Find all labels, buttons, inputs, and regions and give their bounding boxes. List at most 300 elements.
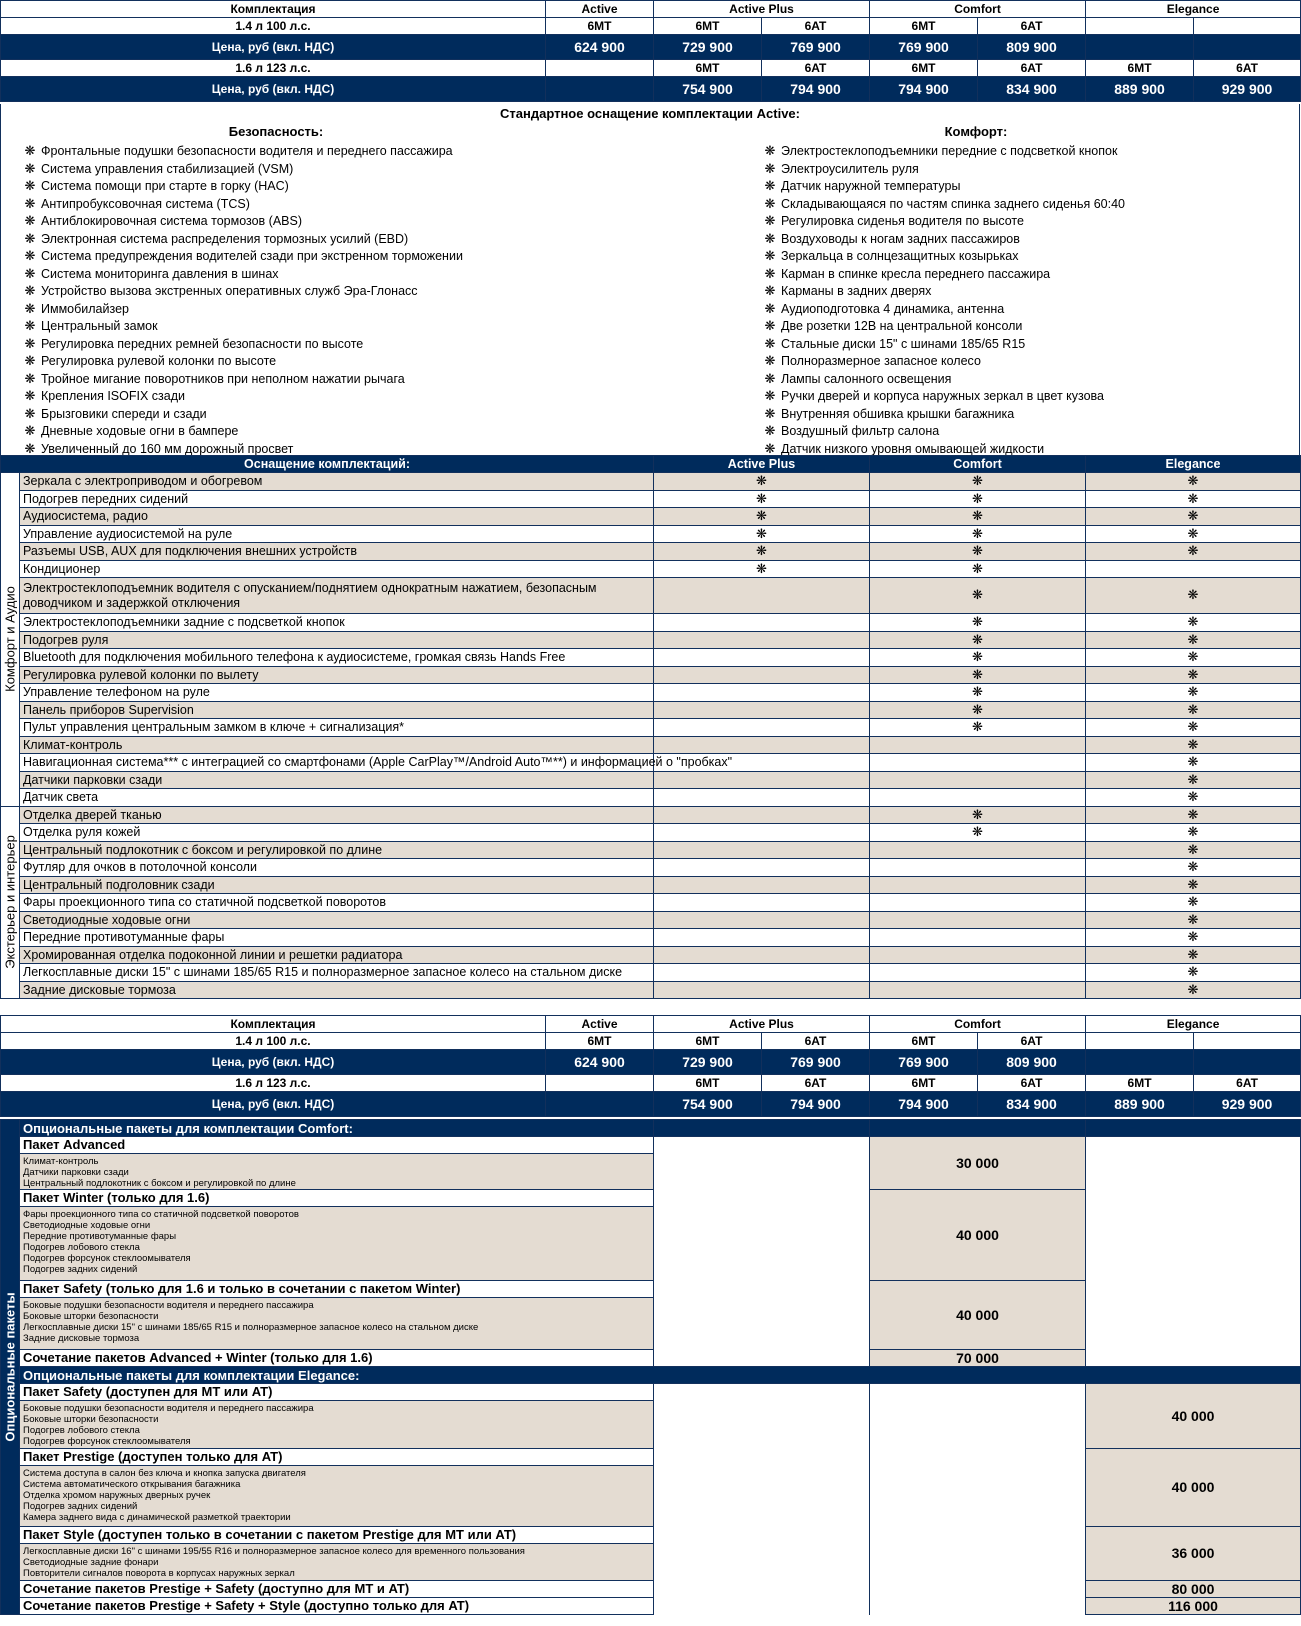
feature-mark — [654, 578, 870, 614]
price-cell: 729 900 — [654, 35, 762, 60]
included-star-icon: ❋ — [1187, 859, 1199, 875]
bullet-star-icon: ❋ — [24, 300, 36, 316]
price-cell: 624 900 — [546, 35, 654, 60]
included-star-icon: ❋ — [1187, 701, 1199, 717]
bullet-star-icon: ❋ — [24, 230, 36, 246]
feature-mark — [654, 824, 870, 842]
included-star-icon: ❋ — [972, 806, 983, 822]
feature-mark — [870, 911, 1086, 929]
gearbox-cell: 6MT — [654, 1033, 762, 1050]
bullet-star-icon: ❋ — [764, 213, 776, 228]
trim-header-label: Комплектация — [1, 1, 546, 18]
bullet-star-icon: ❋ — [764, 195, 776, 211]
included-star-icon: ❋ — [972, 614, 983, 630]
feature-mark — [654, 666, 870, 684]
price-cell: 794 900 — [870, 1092, 978, 1117]
feature-mark — [1086, 473, 1301, 491]
bullet-star-icon: ❋ — [764, 440, 776, 456]
package-items: Климат-контроль Датчики парковки сзади Центральный подлокотник с боксом и регулировкой по длине — [20, 1154, 654, 1190]
package-name: Пакет Safety (только для 1.6 и только в сочетании с пакетом Winter) — [20, 1281, 654, 1298]
feature-mark — [654, 684, 870, 702]
feature-mark — [870, 859, 1086, 877]
feature-name: Футляр для очков в потолочной консоли — [20, 859, 654, 877]
gearbox-cell: 6MT — [870, 1075, 978, 1092]
bullet-star-icon: ❋ — [764, 423, 776, 438]
price-cell: 889 900 — [1086, 1092, 1194, 1117]
bullet-star-icon: ❋ — [764, 283, 776, 298]
included-star-icon: ❋ — [972, 473, 983, 489]
feature-mark — [870, 666, 1086, 684]
price-cell: 754 900 — [654, 1092, 762, 1117]
feature-mark — [870, 560, 1086, 578]
included-star-icon: ❋ — [1187, 841, 1199, 857]
feature-mark — [654, 771, 870, 789]
gearbox-cell: 6AT — [978, 60, 1086, 77]
price-header-bottom — [0, 1015, 1300, 1117]
combo-price: 80 000 — [1086, 1581, 1301, 1598]
included-star-icon: ❋ — [1187, 684, 1199, 700]
price-cell: 769 900 — [870, 1050, 978, 1075]
engine-14-label: 1.4 л 100 л.с. — [1, 18, 546, 35]
gearbox-cell: 6AT — [978, 1033, 1086, 1050]
included-star-icon: ❋ — [1187, 631, 1199, 647]
gearbox-cell: 6AT — [1194, 60, 1301, 77]
bullet-star-icon: ❋ — [764, 248, 776, 263]
included-star-icon: ❋ — [1187, 911, 1199, 927]
list-item: ❋ Воздушный фильтр салона — [759, 422, 1125, 440]
list-item: ❋ Система мониторинга давления в шинах — [19, 265, 463, 283]
gearbox-cell: 6AT — [762, 1075, 870, 1092]
price-cell: 809 900 — [978, 1050, 1086, 1075]
feature-mark — [1086, 560, 1301, 578]
trim-elegance: Elegance — [1086, 1016, 1301, 1033]
gearbox-cell: 6MT — [654, 1075, 762, 1092]
included-star-icon: ❋ — [1187, 981, 1199, 997]
feature-mark — [870, 894, 1086, 912]
package-price: 36 000 — [1086, 1527, 1301, 1581]
feature-mark — [1086, 789, 1301, 807]
included-star-icon: ❋ — [972, 525, 983, 541]
feature-mark — [870, 754, 1086, 772]
included-star-icon: ❋ — [1187, 789, 1199, 805]
included-star-icon: ❋ — [1187, 824, 1199, 840]
feature-mark — [654, 981, 870, 999]
feature-name: Пульт управления центральным замком в ключе + сигнализация* — [20, 719, 654, 737]
feature-mark — [654, 631, 870, 649]
feature-mark — [870, 841, 1086, 859]
gearbox-cell: 6AT — [762, 60, 870, 77]
feature-name: Управление телефоном на руле — [20, 684, 654, 702]
col-active-plus: Active Plus — [654, 456, 870, 473]
gearbox-cell — [546, 60, 654, 77]
feature-name: Разъемы USB, AUX для подключения внешних устройств — [20, 543, 654, 561]
feature-name: Bluetooth для подключения мобильного телефона к аудиосистеме, громкая связь Hands Free — [20, 649, 654, 667]
price-cell: 729 900 — [654, 1050, 762, 1075]
price-header-top — [0, 0, 1300, 102]
feature-mark — [654, 929, 870, 947]
feature-mark — [1086, 525, 1301, 543]
list-item: ❋ Система помощи при старте в горку (HAC) — [19, 177, 463, 195]
bullet-star-icon: ❋ — [24, 423, 36, 438]
list-item: ❋ Складывающаяся по частям спинка заднего сиденья 60:40 — [759, 195, 1125, 213]
list-item: ❋ Датчик низкого уровня омывающей жидкости — [759, 440, 1125, 458]
feature-mark — [1086, 736, 1301, 754]
trim-comfort: Comfort — [870, 1016, 1086, 1033]
gearbox-cell: 6AT — [978, 18, 1086, 35]
feature-mark — [870, 771, 1086, 789]
engine-16-label: 1.6 л 123 л.с. — [1, 1075, 546, 1092]
included-star-icon: ❋ — [1187, 754, 1199, 770]
bullet-star-icon: ❋ — [764, 300, 776, 316]
included-star-icon: ❋ — [1187, 666, 1199, 682]
bullet-star-icon: ❋ — [24, 353, 36, 368]
included-star-icon: ❋ — [1187, 736, 1199, 752]
package-name: Пакет Advanced — [20, 1137, 654, 1154]
feature-mark — [654, 543, 870, 561]
standard-title: Стандартное оснащение комплектации Active: — [500, 106, 800, 121]
included-star-icon: ❋ — [1187, 929, 1199, 945]
trim-active: Active — [546, 1, 654, 18]
bullet-star-icon: ❋ — [24, 318, 36, 333]
price-label: Цена, руб (вкл. НДС) — [1, 77, 546, 102]
list-item: ❋ Тройное мигание поворотников при неполном нажатии рычага — [19, 370, 463, 388]
feature-name: Зеркала с электроприводом и обогревом — [20, 473, 654, 491]
included-star-icon: ❋ — [972, 587, 983, 602]
feature-mark — [654, 946, 870, 964]
included-star-icon: ❋ — [972, 508, 983, 524]
bullet-star-icon: ❋ — [24, 160, 36, 176]
included-star-icon: ❋ — [972, 649, 983, 665]
bullet-star-icon: ❋ — [24, 370, 36, 386]
bullet-star-icon: ❋ — [764, 230, 776, 246]
elegance-packages-title: Опциональные пакеты для комплектации Elegance: — [20, 1367, 1301, 1384]
included-star-icon: ❋ — [972, 490, 983, 506]
gearbox-cell: 6MT — [546, 1033, 654, 1050]
feature-mark — [870, 981, 1086, 999]
included-star-icon: ❋ — [1187, 508, 1199, 524]
list-item: ❋ Датчик наружной температуры — [759, 177, 1125, 195]
price-cell: 889 900 — [1086, 77, 1194, 102]
feature-mark — [870, 631, 1086, 649]
price-cell: 929 900 — [1194, 1092, 1301, 1117]
gearbox-cell: 6MT — [870, 18, 978, 35]
group-label: Комфорт и Аудио — [1, 473, 20, 807]
bullet-star-icon: ❋ — [24, 265, 36, 281]
bullet-star-icon: ❋ — [764, 318, 776, 333]
feature-mark — [654, 490, 870, 508]
bullet-star-icon: ❋ — [764, 405, 776, 421]
list-item: ❋ Дневные ходовые огни в бампере — [19, 422, 463, 440]
combo-price: 70 000 — [870, 1350, 1086, 1367]
bullet-star-icon: ❋ — [764, 388, 776, 403]
trim-active-plus: Active Plus — [654, 1, 870, 18]
price-label: Цена, руб (вкл. НДС) — [1, 1092, 546, 1117]
bullet-star-icon: ❋ — [764, 143, 776, 158]
gearbox-cell — [1194, 1033, 1301, 1050]
gearbox-cell — [546, 1075, 654, 1092]
feature-name: Хромированная отделка подоконной линии и решетки радиатора — [20, 946, 654, 964]
bullet-star-icon: ❋ — [764, 265, 776, 281]
feature-mark — [870, 473, 1086, 491]
feature-mark — [1086, 614, 1301, 632]
list-item: ❋ Полноразмерное запасное колесо — [759, 352, 1125, 370]
price-cell — [1086, 35, 1194, 60]
included-star-icon: ❋ — [1187, 964, 1199, 980]
feature-mark — [654, 876, 870, 894]
package-items: Легкосплавные диски 16" с шинами 195/55 R16 и полноразмерное запасное колесо для временного пользования Светодиодные задние фонари Повторители сигналов поворота в корпусах наружных зеркал — [20, 1544, 654, 1581]
price-cell — [1194, 1050, 1301, 1075]
trim-active-plus: Active Plus — [654, 1016, 870, 1033]
gearbox-cell — [1086, 18, 1194, 35]
included-star-icon: ❋ — [1187, 649, 1199, 665]
engine-16-label: 1.6 л 123 л.с. — [1, 60, 546, 77]
feature-name: Датчик света — [20, 789, 654, 807]
feature-name: Аудиосистема, радио — [20, 508, 654, 526]
package-name: Пакет Safety (доступен для MT или AT) — [20, 1384, 654, 1401]
list-item: ❋ Антипробуксовочная система (TCS) — [19, 195, 463, 213]
feature-name: Светодиодные ходовые огни — [20, 911, 654, 929]
feature-mark — [654, 614, 870, 632]
feature-name: Фары проекционного типа со статичной подсветкой поворотов — [20, 894, 654, 912]
price-cell: 794 900 — [762, 1092, 870, 1117]
package-price: 40 000 — [870, 1281, 1086, 1350]
comfort-list — [759, 142, 1125, 457]
included-star-icon: ❋ — [1187, 876, 1199, 892]
feature-mark — [1086, 508, 1301, 526]
feature-mark — [1086, 876, 1301, 894]
price-cell: 769 900 — [762, 35, 870, 60]
included-star-icon: ❋ — [972, 701, 983, 717]
included-star-icon: ❋ — [756, 525, 767, 541]
feature-mark — [1086, 649, 1301, 667]
price-cell: 794 900 — [762, 77, 870, 102]
list-item: ❋ Регулировка рулевой колонки по высоте — [19, 352, 463, 370]
list-item: ❋ Две розетки 12В на центральной консоли — [759, 317, 1125, 335]
price-cell: 624 900 — [546, 1050, 654, 1075]
included-star-icon: ❋ — [1187, 543, 1199, 559]
bullet-star-icon: ❋ — [24, 388, 36, 403]
feature-mark — [870, 701, 1086, 719]
included-star-icon: ❋ — [756, 508, 767, 524]
feature-mark — [870, 578, 1086, 614]
feature-mark — [654, 719, 870, 737]
feature-mark — [1086, 684, 1301, 702]
included-star-icon: ❋ — [1187, 614, 1199, 630]
price-cell: 794 900 — [870, 77, 978, 102]
bullet-star-icon: ❋ — [764, 370, 776, 386]
feature-mark — [870, 876, 1086, 894]
gearbox-cell — [1194, 18, 1301, 35]
trim-header-label: Комплектация — [1, 1016, 546, 1033]
feature-mark — [870, 964, 1086, 982]
included-star-icon: ❋ — [1187, 946, 1199, 962]
gearbox-cell: 6AT — [978, 1075, 1086, 1092]
feature-mark — [1086, 929, 1301, 947]
bullet-star-icon: ❋ — [24, 440, 36, 456]
feature-mark — [654, 859, 870, 877]
gearbox-cell: 6MT — [654, 60, 762, 77]
feature-name: Подогрев передних сидений — [20, 490, 654, 508]
feature-mark — [1086, 946, 1301, 964]
included-star-icon: ❋ — [972, 666, 983, 682]
price-cell: 834 900 — [978, 77, 1086, 102]
package-items: Фары проекционного типа со статичной подсветкой поворотов Светодиодные ходовые огни Передние противотуманные фары Подогрев лобового стекла Подогрев форсунок стеклоомывателя Подогрев задних сидений — [20, 1207, 654, 1281]
gearbox-cell — [1086, 1033, 1194, 1050]
package-price: 40 000 — [1086, 1449, 1301, 1527]
feature-mark — [1086, 666, 1301, 684]
feature-name: Подогрев руля — [20, 631, 654, 649]
bullet-star-icon: ❋ — [764, 353, 776, 368]
trim-active: Active — [546, 1016, 654, 1033]
included-star-icon: ❋ — [972, 543, 983, 559]
list-item: ❋ Ручки дверей и корпуса наружных зеркал в цвет кузова — [759, 387, 1125, 405]
trim-comfort: Comfort — [870, 1, 1086, 18]
price-cell: 809 900 — [978, 35, 1086, 60]
feature-mark — [1086, 859, 1301, 877]
price-cell — [1086, 1050, 1194, 1075]
feature-name: Климат-контроль — [20, 736, 654, 754]
feature-name: Электростеклоподъемники задние с подсветкой кнопок — [20, 614, 654, 632]
feature-name: Датчики парковки сзади — [20, 771, 654, 789]
package-items: Боковые подушки безопасности водителя и переднего пассажира Боковые шторки безопасности Легкосплавные диски 15" с шинами 185/65 R15 и полноразмерное запасное колесо на стальном диске Задние дисковые тормоза — [20, 1298, 654, 1350]
feature-mark — [1086, 543, 1301, 561]
included-star-icon: ❋ — [1187, 894, 1199, 910]
bullet-star-icon: ❋ — [24, 178, 36, 193]
feature-mark — [1086, 490, 1301, 508]
price-cell: 769 900 — [870, 35, 978, 60]
feature-mark — [1086, 701, 1301, 719]
feature-mark — [654, 525, 870, 543]
package-price: 30 000 — [870, 1137, 1086, 1190]
feature-mark — [870, 490, 1086, 508]
list-item: ❋ Зеркальца в солнцезащитных козырьках — [759, 247, 1125, 265]
bullet-star-icon: ❋ — [24, 213, 36, 228]
bullet-star-icon: ❋ — [24, 143, 36, 158]
gearbox-cell: 6AT — [1194, 1075, 1301, 1092]
included-star-icon: ❋ — [756, 490, 767, 506]
optional-packages — [0, 1119, 1300, 1615]
gearbox-cell: 6MT — [870, 1033, 978, 1050]
feature-mark — [1086, 806, 1301, 824]
bullet-star-icon: ❋ — [24, 195, 36, 211]
included-star-icon: ❋ — [972, 684, 983, 700]
included-star-icon: ❋ — [1187, 490, 1199, 506]
standard-equipment — [0, 104, 1300, 456]
feature-name: Задние дисковые тормоза — [20, 981, 654, 999]
col-comfort: Comfort — [870, 456, 1086, 473]
features-title: Оснащение комплектаций: — [1, 456, 654, 473]
comfort-title: Комфорт: — [944, 124, 1008, 139]
feature-mark — [870, 789, 1086, 807]
feature-name: Электростеклоподъемник водителя с опусканием/поднятием однократным нажатием, безопасным доводчиком и задержкой отключения — [20, 578, 654, 614]
feature-mark — [1086, 631, 1301, 649]
feature-mark — [654, 560, 870, 578]
included-star-icon: ❋ — [972, 824, 983, 840]
feature-mark — [654, 964, 870, 982]
feature-mark — [870, 719, 1086, 737]
list-item: ❋ Регулировка сиденья водителя по высоте — [759, 212, 1125, 230]
included-star-icon: ❋ — [1187, 719, 1199, 735]
bullet-star-icon: ❋ — [24, 248, 36, 263]
gearbox-cell: 6AT — [762, 18, 870, 35]
price-label: Цена, руб (вкл. НДС) — [1, 1050, 546, 1075]
feature-mark — [870, 946, 1086, 964]
list-item: ❋ Электростеклоподъемники передние с подсветкой кнопок — [759, 142, 1125, 160]
list-item: ❋ Иммобилайзер — [19, 300, 463, 318]
combo-price: 116 000 — [1086, 1598, 1301, 1615]
bullet-star-icon: ❋ — [24, 283, 36, 298]
feature-mark — [1086, 964, 1301, 982]
feature-mark — [870, 929, 1086, 947]
feature-mark — [654, 806, 870, 824]
gearbox-cell: 6MT — [654, 18, 762, 35]
feature-mark — [870, 649, 1086, 667]
package-items: Система доступа в салон без ключа и кнопка запуска двигателя Система автоматического открывания багажника Отделка хромом наружных дверных ручек Подогрев задних сидений Камера заднего вида с динамической разметкой траектории — [20, 1466, 654, 1527]
feature-name: Центральный подлокотник с боксом и регулировкой по длине — [20, 841, 654, 859]
list-item: ❋ Карман в спинке кресла переднего пассажира — [759, 265, 1125, 283]
group-label: Экстерьер и интерьер — [1, 806, 20, 999]
price-cell: 834 900 — [978, 1092, 1086, 1117]
gearbox-cell: 6AT — [762, 1033, 870, 1050]
list-item: ❋ Внутренняя обшивка крышки багажника — [759, 405, 1125, 423]
list-item: ❋ Антиблокировочная система тормозов (ABS) — [19, 212, 463, 230]
list-item: ❋ Карманы в задних дверях — [759, 282, 1125, 300]
feature-mark — [1086, 719, 1301, 737]
feature-mark — [870, 684, 1086, 702]
feature-name: Легкосплавные диски 15" с шинами 185/65 R15 и полноразмерное запасное колесо на стальном диске — [20, 964, 654, 982]
feature-name: Отделка дверей тканью — [20, 806, 654, 824]
price-cell — [546, 77, 654, 102]
feature-mark — [1086, 578, 1301, 614]
feature-name: Кондиционер — [20, 560, 654, 578]
list-item: ❋ Регулировка передних ремней безопасности по высоте — [19, 335, 463, 353]
engine-14-label: 1.4 л 100 л.с. — [1, 1033, 546, 1050]
bullet-star-icon: ❋ — [764, 178, 776, 193]
package-price: 40 000 — [1086, 1384, 1301, 1449]
feature-name: Регулировка рулевой колонки по вылету — [20, 666, 654, 684]
included-star-icon: ❋ — [1187, 525, 1199, 541]
col-elegance: Elegance — [1086, 456, 1301, 473]
combo-name: Сочетание пакетов Prestige + Safety (доступно для MT и AT) — [20, 1581, 654, 1598]
bullet-star-icon: ❋ — [764, 160, 776, 176]
list-item: ❋ Фронтальные подушки безопасности водителя и переднего пассажира — [19, 142, 463, 160]
bullet-star-icon: ❋ — [764, 335, 776, 351]
feature-matrix — [0, 455, 1300, 999]
price-cell: 929 900 — [1194, 77, 1301, 102]
feature-mark — [654, 894, 870, 912]
package-name: Пакет Winter (только для 1.6) — [20, 1190, 654, 1207]
included-star-icon: ❋ — [972, 719, 983, 735]
list-item: ❋ Электроусилитель руля — [759, 160, 1125, 178]
list-item: ❋ Система предупреждения водителей сзади при экстренном торможении — [19, 247, 463, 265]
safety-list — [19, 142, 463, 457]
feature-mark — [654, 701, 870, 719]
package-items: Боковые подушки безопасности водителя и переднего пассажира Боковые шторки безопасности Подогрев лобового стекла Подогрев форсунок стеклоомывателя — [20, 1401, 654, 1449]
list-item: ❋ Лампы салонного освещения — [759, 370, 1125, 388]
feature-mark — [1086, 824, 1301, 842]
packages-side-label: Опциональные пакеты — [1, 1120, 20, 1615]
list-item: ❋ Крепления ISOFIX сзади — [19, 387, 463, 405]
included-star-icon: ❋ — [1187, 587, 1199, 602]
bullet-star-icon: ❋ — [24, 405, 36, 421]
feature-mark — [1086, 841, 1301, 859]
feature-name: Навигационная система*** с интеграцией со смартфонами (Apple CarPlay™/Android Auto™**) и информацией о "пробках" — [20, 754, 654, 772]
feature-mark — [870, 806, 1086, 824]
gearbox-cell: 6MT — [1086, 1075, 1194, 1092]
feature-mark — [1086, 981, 1301, 999]
trim-elegance: Elegance — [1086, 1, 1301, 18]
feature-mark — [1086, 771, 1301, 789]
